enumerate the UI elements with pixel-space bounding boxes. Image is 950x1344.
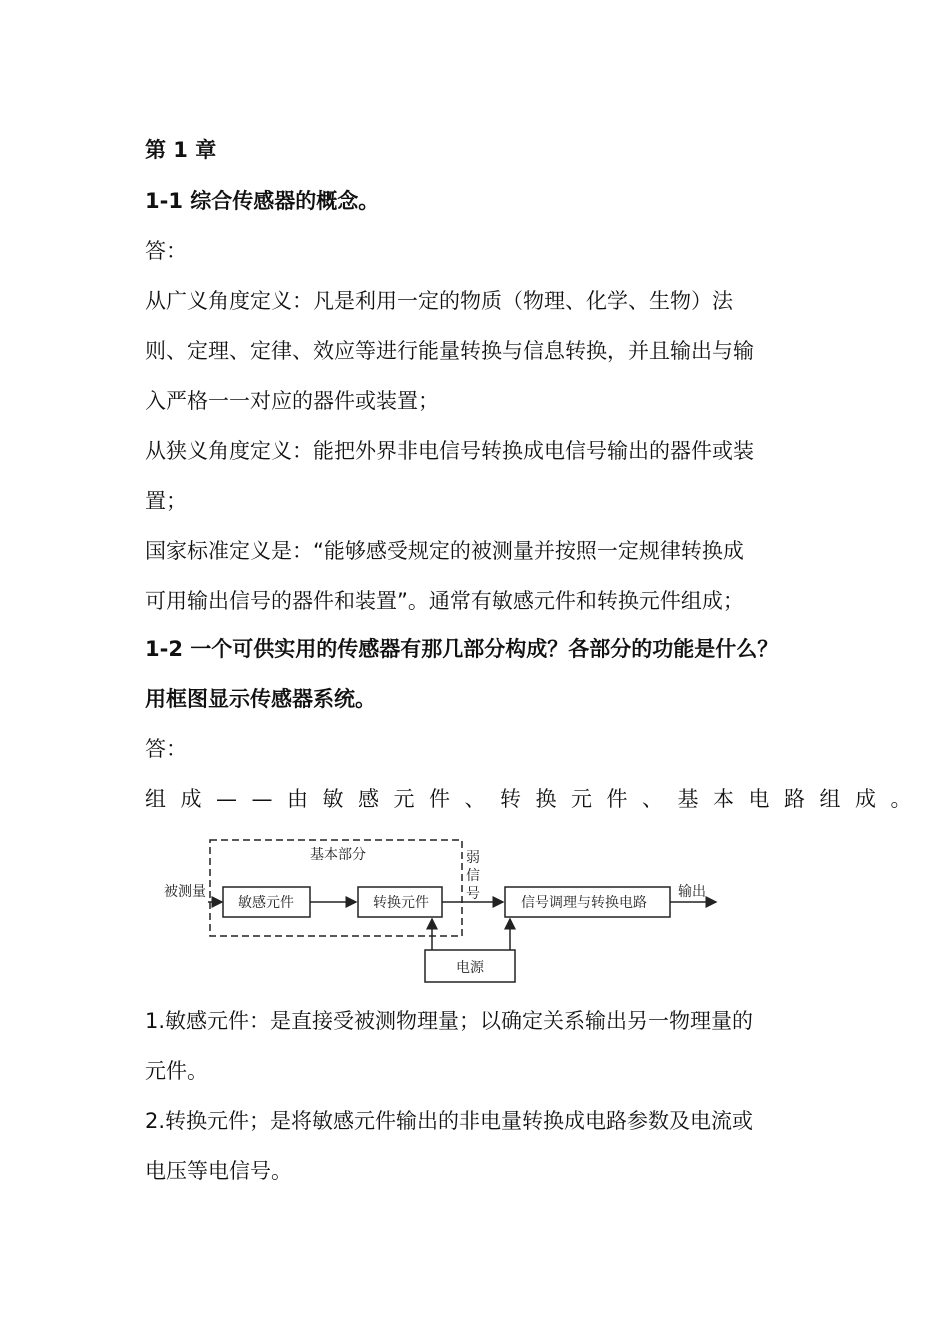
chapter-title: 第 1 章 (145, 138, 217, 162)
paragraph-line: 则、定理、定律、效应等进行能量转换与信息转换，并且输出与输 (145, 339, 754, 363)
list-item-continued: 元件。 (145, 1059, 208, 1083)
conditioning-circuit-label: 信号调理与转换电路 (521, 895, 647, 911)
paragraph-line: 入严格一一对应的器件或装置； (145, 389, 439, 413)
question-2-title: 1-2 一个可供实用的传感器有那几部分构成？各部分的功能是什么？ (145, 637, 779, 661)
list-item: 1.敏感元件：是直接受被测物理量；以确定关系输出另一物理量的 (145, 1009, 754, 1033)
sensing-element-label: 敏感元件 (238, 895, 294, 911)
paragraph-line: 国家标准定义是：“能够感受规定的被测量并按照一定规律转换成 (145, 539, 744, 563)
list-item-continued: 电压等电信号。 (145, 1159, 292, 1183)
basic-part-label: 基本部分 (310, 847, 366, 863)
answer-label: 答： (145, 737, 187, 761)
input-label: 被测量 (164, 884, 206, 900)
weak-signal-label: 号 (466, 886, 480, 902)
question-1-title: 1-1 综合传感器的概念。 (145, 189, 380, 213)
answer-label: 答： (145, 239, 187, 263)
sensor-system-block-diagram (160, 832, 730, 987)
paragraph-line: 置； (145, 489, 187, 513)
power-label: 电源 (456, 960, 484, 976)
list-item: 2.转换元件；是将敏感元件输出的非电量转换成电路参数及电流或 (145, 1109, 754, 1133)
question-2-title-continued: 用框图显示传感器系统。 (145, 687, 376, 711)
output-label: 输出 (678, 884, 706, 900)
conversion-element-label: 转换元件 (373, 895, 429, 911)
paragraph-line: 从狭义角度定义：能把外界非电信号转换成电信号输出的器件或装 (145, 439, 754, 463)
composition-line: 组成——由敏感元件、转换元件、基本电路组成。 (145, 787, 926, 811)
weak-signal-label: 弱 (466, 850, 480, 866)
paragraph-line: 可用输出信号的器件和装置”。通常有敏感元件和转换元件组成； (145, 589, 744, 613)
weak-signal-label: 信 (466, 868, 480, 884)
paragraph-line: 从广义角度定义：凡是利用一定的物质（物理、化学、生物）法 (145, 289, 733, 313)
